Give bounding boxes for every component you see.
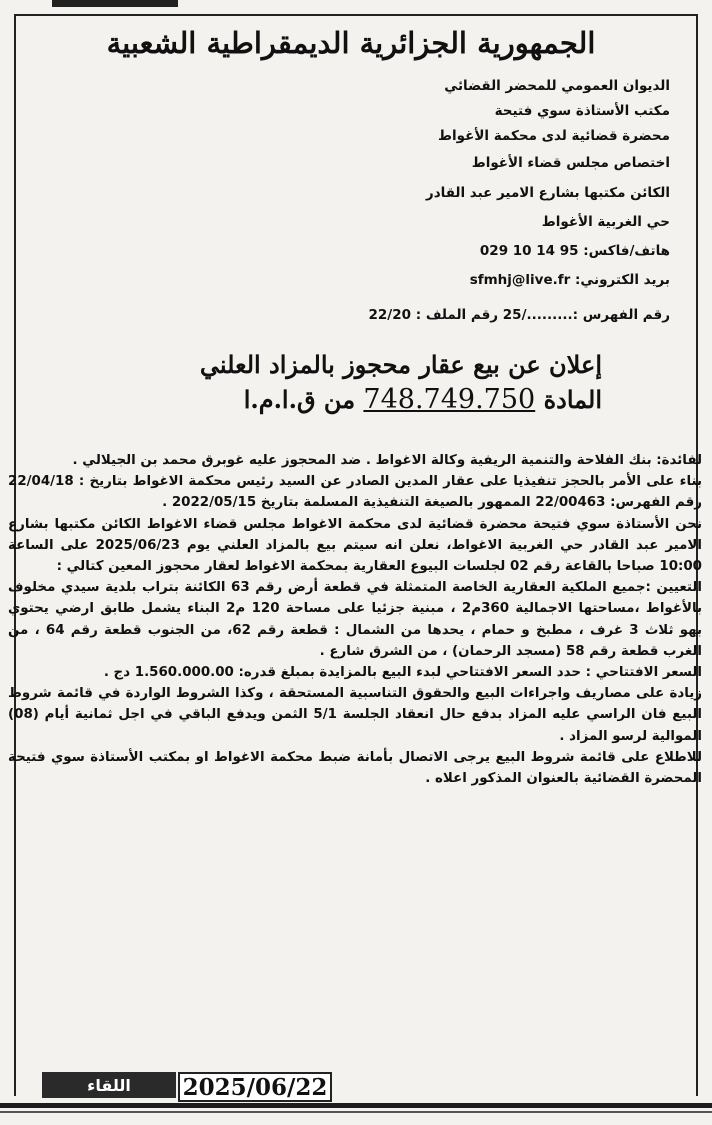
email-line [30,272,670,288]
footer-label: اللقاء [42,1072,176,1098]
email-label: بريد الكتروني: [574,272,670,288]
paragraph-beneficiary: لفائدة: بنك الفلاحة والتنمية الريفية وكالة الاغواط . ضد المحجوز عليه غوبرق محمد بن الجيلالي . [72,453,702,468]
article-suffix: من ق.ا.م.ا [243,385,356,414]
paragraph-sale-announcement: نحن الأستاذة سوي فتيحة محضرة قضائية لدى محكمة الاغواط مجلس قضاء الاغواط الكائن مكتبها بشارع الامير عبد القادر حي الغربية الاغواط، نعلن انه سيتم بيع بالمزاد العلني يوم 2025/06/23 على الساعة 10:00 صباحا بالقاعة رقم 02 لجلسات البيوع العقارية بمحكمة الاغواط لعقار محجوز المعين كتالي : [8,516,702,575]
office-line-3: محضرة قضائية لدى محكمة الأغواط [438,128,670,144]
phone-number: 029 10 14 95 [479,243,579,259]
footer-date: 2025/06/22 [178,1072,332,1102]
office-line-1: الديوان العمومي للمحضر القضائي [444,78,670,94]
notice-body [8,450,702,789]
office-line-5: الكائن مكتبها بشارع الامير عبد القادر [425,185,670,201]
top-edge-bar [52,0,178,7]
bottom-rule-thin [0,1111,712,1113]
reference-line: رقم الفهرس :........./25 رقم الملف : 22/20 [368,307,670,323]
paragraph-contact: للاطلاع على قائمة شروط البيع يرجى الاتصال بأمانة ضبط محكمة الاغواط او بمكتب الأستاذة سوي فتيحة المحضرة القضائية بالعنوان المذكور اعلاه . [8,749,702,787]
bottom-rule [0,1103,712,1108]
paragraph-order: بناء على الأمر بالحجز تنفيذيا على عقار المدين الصادر عن السيد رئيس محكمة الاغواط بتاريخ : 22/04/18 رقم الفهرس: 22/00463 الممهور بالصيغة التنفيذية المسلمة بتاريخ 2022/05/15 . [8,474,702,511]
paragraph-conditions: زيادة على مصاريف واجراءات البيع والحقوق التناسبية المستحقة ، وكذا الشروط الواردة في قائمة شروط البيع فان الراسي عليه المزاد بدفع حال انعقاد الجلسة 5/1 الثمن ويدفع الباقي في اجل ثمانية أيام (08) الموالية لرسو المزاد . [8,686,702,744]
email-address: sfmhj@live.fr [469,272,571,288]
article-prefix: المادة [543,385,602,414]
office-line-6: حي الغربية الأغواط [541,214,670,230]
paragraph-designation: التعيين :جميع الملكية العقارية الخاصة المتمثلة في قطعة أرض رقم 63 الكائنة بتراب بلدية سيدي مخلوف بالأغواط ،مساحتها الاجمالية 360م2 ، مبنية جزئيا على مساحة 120 م2 البناء يشمل طابق ارضي يحتوي بهو ثلاث 3 غرف ، مطبخ و حمام ، يحدها من الشمال : قطعة رقم 62، من الجنوب قطعة رقم 64 ، من الغرب قطعة رقم 58 (مسجد الرحمان) ، من الشرق شارع . [8,580,702,659]
republic-heading: الجمهورية الجزائرية الديمقراطية الشعبية [106,26,596,60]
office-line-2: مكتب الأستاذة سوي فتيحة [494,103,670,119]
article-line [82,384,602,415]
notice-title: إعلان عن بيع عقار محجوز بالمزاد العلني [199,350,602,379]
phone-line [30,243,670,259]
paragraph-opening-price: السعر الافتتاحي : حدد السعر الافتتاحي لبدء البيع بالمزايدة بمبلغ قدره: 1.560.000.00 دج . [103,665,702,681]
office-line-4: اختصاص مجلس قضاء الأغواط [471,155,670,171]
phone-label: هاتف/فاكس: [583,243,670,259]
article-number: 748.749.750 [363,384,536,415]
